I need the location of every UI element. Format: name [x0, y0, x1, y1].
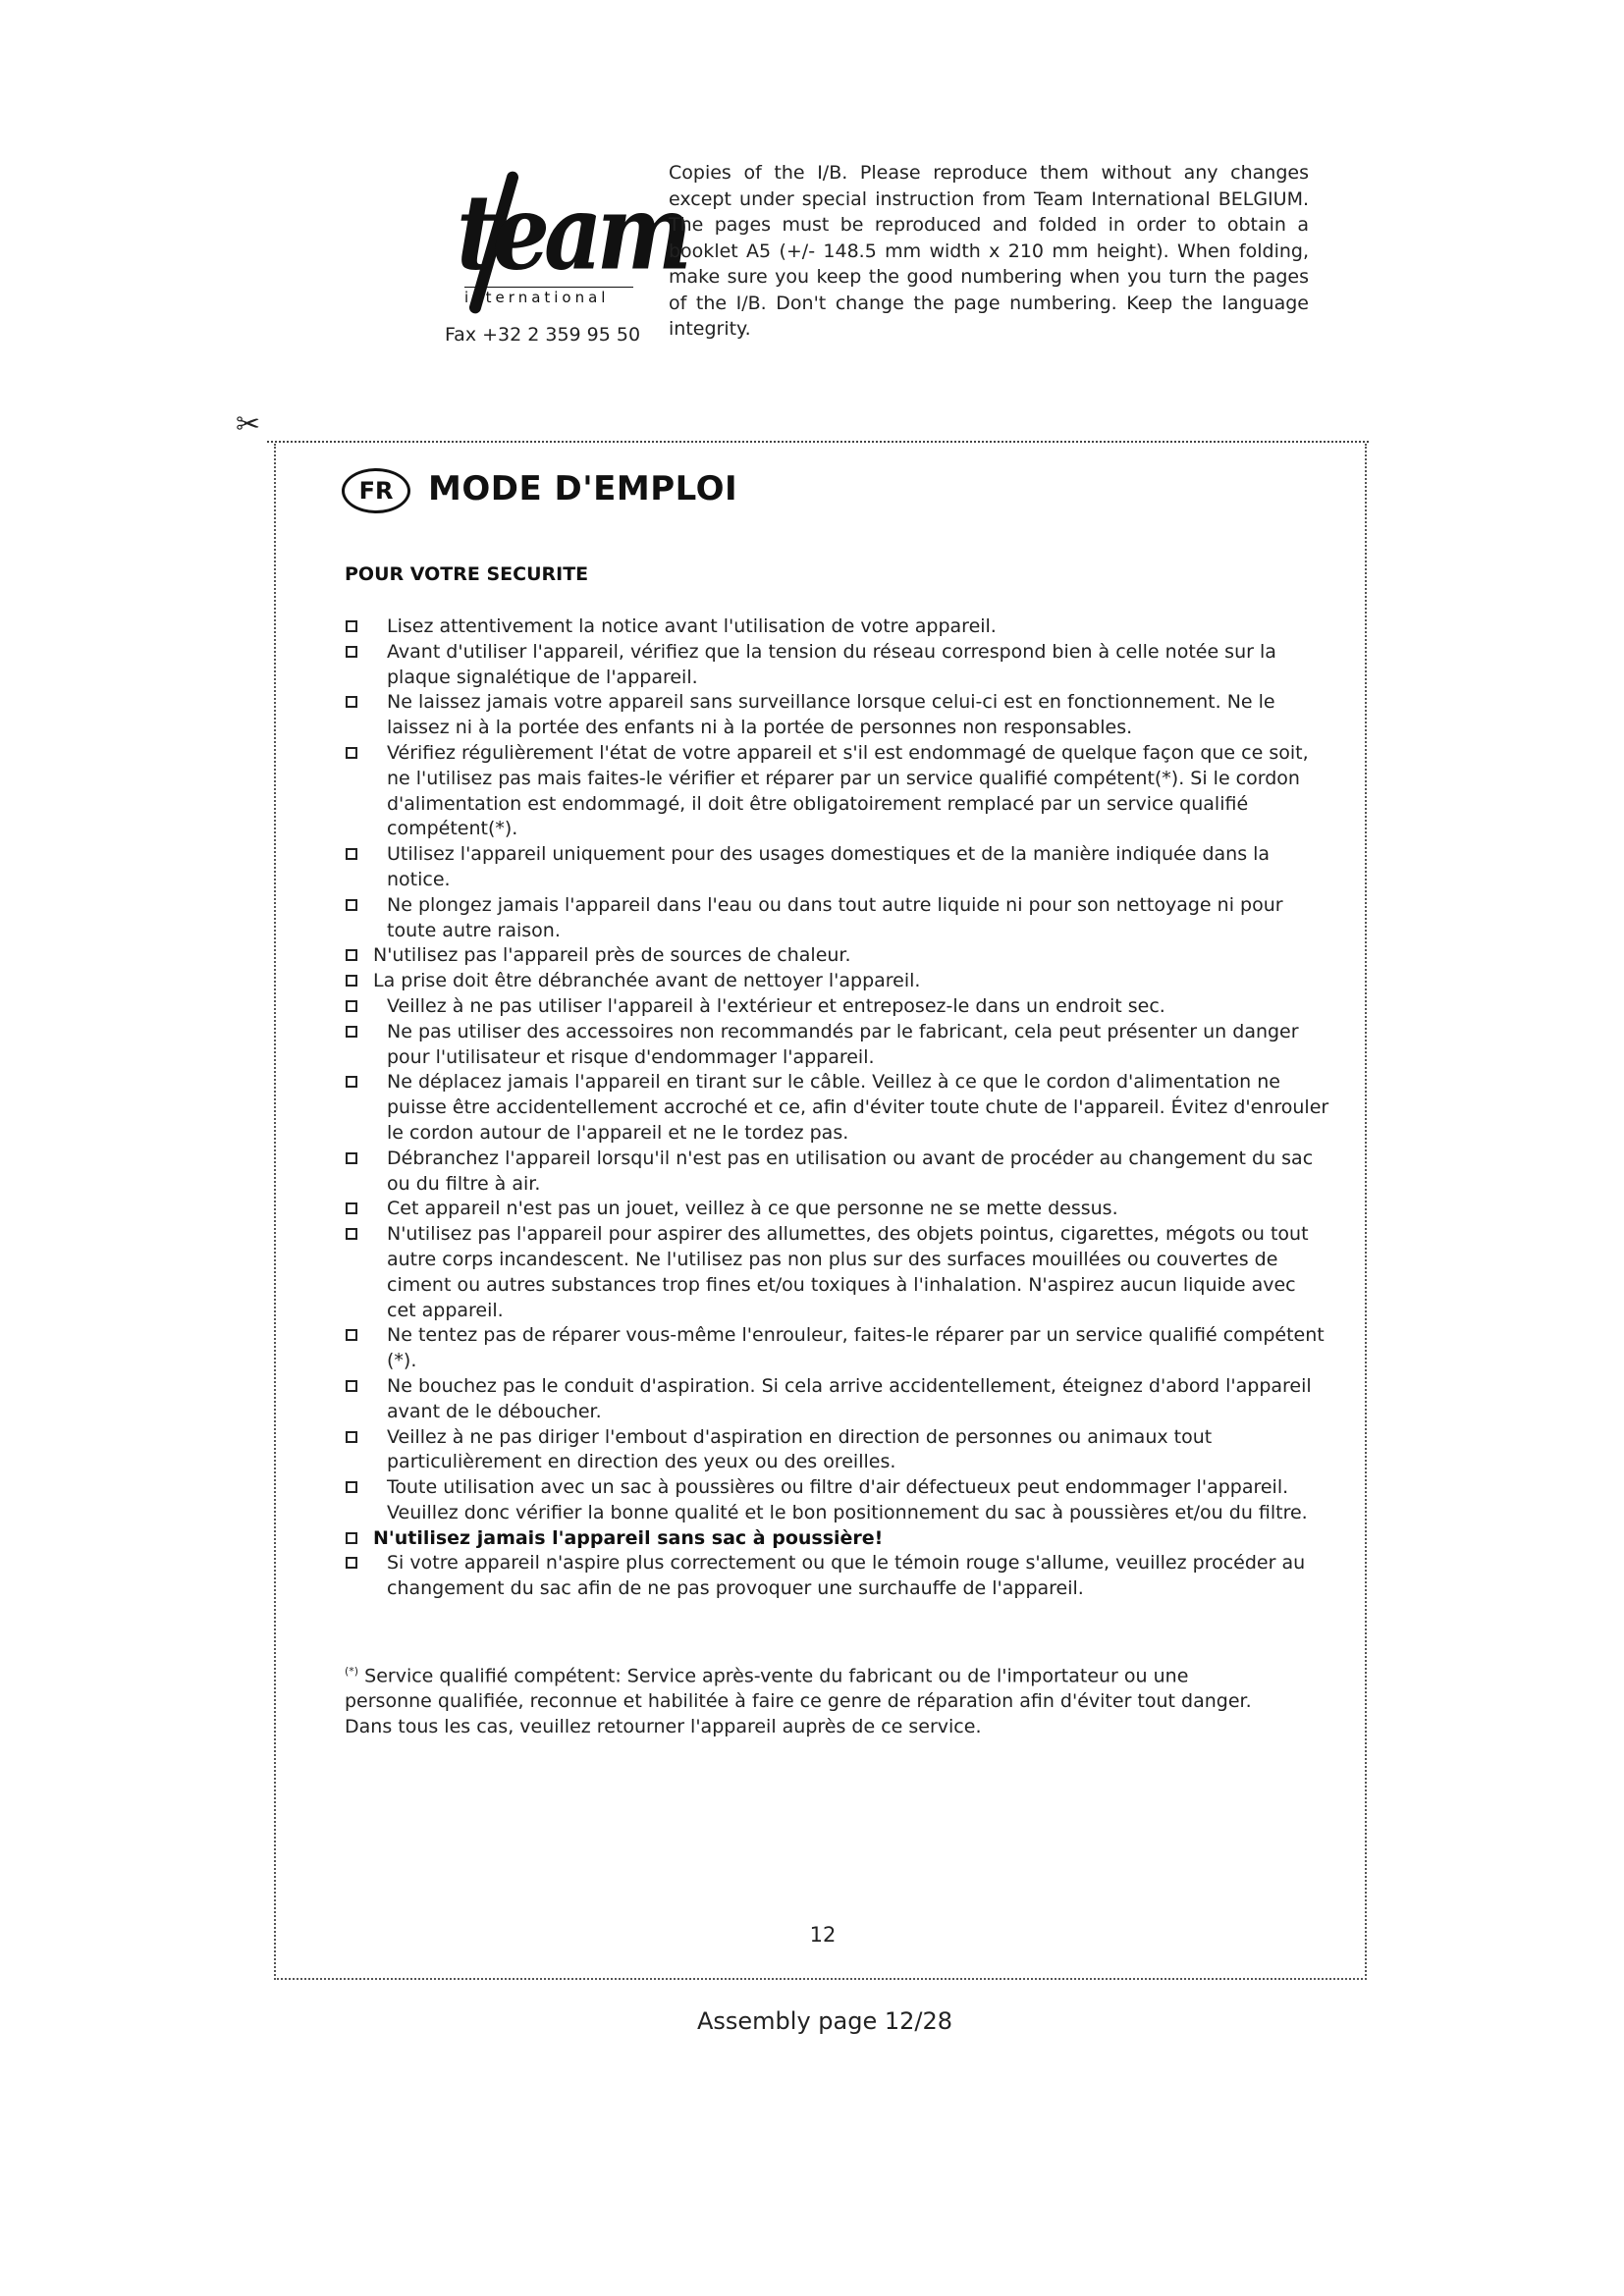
list-item-text: Débranchez l'appareil lorsqu'il n'est pas en utilisation ou avant de procéder au changement du sac ou du filtre à air.	[387, 1147, 1314, 1195]
list-item	[345, 1222, 1330, 1323]
list-item	[345, 1475, 1330, 1526]
checkbox-icon	[346, 1557, 357, 1569]
footnote-text: Service qualifié compétent: Service après-vente du fabricant ou de l'importateur ou une personne qualifiée, reconnue et habilitée à faire ce genre de réparation afin d'éviter tout danger. Dans tous les cas, veuillez retourner l'appareil auprès de ce service.	[345, 1665, 1252, 1738]
checkbox-icon	[346, 1076, 357, 1088]
logo-word: team	[457, 171, 686, 294]
list-item-text: Toute utilisation avec un sac à poussières ou filtre d'air défectueux peut endommager l'appareil. Veuillez donc vérifier la bonne qualité et le bon positionnement du sac à poussières et/ou du filtre.	[387, 1476, 1308, 1523]
fax-number: Fax +32 2 359 95 50	[445, 324, 641, 346]
list-item-text: Cet appareil n'est pas un jouet, veillez à ce que personne ne se mette dessus.	[387, 1198, 1118, 1220]
list-item-text: Veillez à ne pas diriger l'embout d'aspiration en direction de personnes ou animaux tout particulièrement en direction des yeux ou des oreilles.	[387, 1425, 1213, 1473]
checkbox-icon	[346, 1380, 357, 1392]
list-item-text: Ne plongez jamais l'appareil dans l'eau ou dans tout autre liquide ni pour son nettoyage ni pour toute autre raison.	[387, 893, 1283, 941]
list-item	[345, 893, 1330, 944]
footnote-mark: (*)	[345, 1665, 359, 1678]
list-item	[345, 994, 1330, 1020]
list-item-text: La prise doit être débranchée avant de nettoyer l'appareil.	[373, 970, 921, 992]
language-badge: FR	[342, 468, 410, 513]
list-item-text: Ne laissez jamais votre appareil sans surveillance lorsque celui-ci est en fonctionnement. Ne le laissez ni à la portée des enfants ni à la portée de personnes non responsables.	[387, 691, 1275, 739]
checkbox-icon	[346, 1000, 357, 1012]
checkbox-icon	[346, 899, 357, 911]
list-item	[345, 842, 1330, 893]
list-item	[345, 1020, 1330, 1071]
list-item	[345, 614, 1330, 640]
checkbox-icon	[346, 620, 357, 632]
list-item	[345, 1526, 1330, 1552]
checkbox-icon	[346, 975, 357, 987]
section-heading: POUR VOTRE SECURITE	[345, 563, 589, 585]
safety-list	[345, 614, 1330, 1602]
list-item-text: Vérifiez régulièrement l'état de votre appareil et s'il est endommagé de quelque façon que ce soit, ne l'utilisez pas mais faites-le vérifier et réparer par un service qualifié compétent(*). Si le cordon d'alimentation est endommagé, il doit être obligatoirement remplacé par un service qualifié compétent(*).	[387, 741, 1309, 840]
list-item	[345, 1374, 1330, 1425]
checkbox-icon	[346, 1202, 357, 1214]
list-item	[345, 1551, 1330, 1602]
list-item-text: N'utilisez pas l'appareil près de sources de chaleur.	[373, 944, 851, 967]
checkbox-icon	[346, 1481, 357, 1493]
checkbox-icon	[346, 1152, 357, 1164]
list-item-text: Ne bouchez pas le conduit d'aspiration. Si cela arrive accidentellement, éteignez d'abord l'appareil avant de le déboucher.	[387, 1374, 1312, 1422]
list-item-text: N'utilisez jamais l'appareil sans sac à poussière!	[373, 1526, 884, 1549]
page-title: MODE D'EMPLOI	[428, 469, 738, 508]
checkbox-icon	[346, 949, 357, 961]
cut-line	[267, 441, 1369, 443]
list-item-text: Utilisez l'appareil uniquement pour des usages domestiques et de la manière indiquée dans la notice.	[387, 843, 1271, 890]
checkbox-icon	[346, 1431, 357, 1443]
list-item	[345, 1147, 1330, 1198]
checkbox-icon	[346, 1026, 357, 1038]
list-item	[345, 969, 1330, 994]
checkbox-icon	[346, 1532, 357, 1544]
checkbox-icon	[346, 646, 357, 658]
scissors-icon: ✂	[236, 407, 261, 442]
checkbox-icon	[346, 848, 357, 860]
logo-subtitle: international	[464, 287, 633, 307]
list-item	[345, 690, 1330, 741]
list-item-text: Veillez à ne pas utiliser l'appareil à l'extérieur et entreposez-le dans un endroit sec.	[387, 994, 1165, 1017]
list-item-text: Ne pas utiliser des accessoires non recommandés par le fabricant, cela peut présenter un danger pour l'utilisateur et risque d'endommager l'appareil.	[387, 1020, 1299, 1068]
team-logo	[437, 159, 686, 321]
list-item	[345, 1197, 1330, 1222]
list-item-text: N'utilisez pas l'appareil pour aspirer des allumettes, des objets pointus, cigarettes, mégots ou tout autre corps incandescent. Ne l'utilisez pas non plus sur des surfaces mouillées ou couvertes de ciment ou autres substances trop fines et/ou toxiques à l'inhalation. N'aspirez aucun liquide avec cet appareil.	[387, 1223, 1309, 1321]
checkbox-icon	[346, 1228, 357, 1240]
assembly-label: Assembly page 12/28	[696, 2007, 953, 2035]
checkbox-icon	[346, 1329, 357, 1341]
footnote	[345, 1659, 1268, 1739]
checkbox-icon	[346, 747, 357, 759]
list-item	[345, 943, 1330, 969]
reproduction-notice: Copies of the I/B. Please reproduce them without any changes except under special instruction from Team International BELGIUM. The pages must be reproduced and folded in order to obtain a booklet A5 (+/- 148.5 mm width x 210 mm height). When folding, make sure you keep the good numbering when you turn the pages of the I/B. Don't change the page numbering. Keep the language integrity.	[669, 162, 1309, 340]
list-item-text: Lisez attentivement la notice avant l'utilisation de votre appareil.	[387, 615, 997, 637]
list-item	[345, 1425, 1330, 1476]
list-item	[345, 640, 1330, 691]
checkbox-icon	[346, 696, 357, 708]
page-number: 12	[809, 1923, 837, 1947]
list-item-text: Si votre appareil n'aspire plus correctement ou que le témoin rouge s'allume, veuillez procéder au changement du sac afin de ne pas provoquer une surchauffe de l'appareil.	[387, 1552, 1306, 1600]
list-item-text: Avant d'utiliser l'appareil, vérifiez que la tension du réseau correspond bien à celle notée sur la plaque signalétique de l'appareil.	[387, 640, 1276, 688]
list-item	[345, 741, 1330, 842]
list-item-text: Ne tentez pas de réparer vous-même l'enrouleur, faites-le réparer par un service qualifié compétent (*).	[387, 1324, 1325, 1372]
list-item	[345, 1070, 1330, 1146]
list-item	[345, 1323, 1330, 1374]
list-item-text: Ne déplacez jamais l'appareil en tirant sur le câble. Veillez à ce que le cordon d'alimentation ne puisse être accidentellement accroché et ce, afin d'éviter toute chute de l'appareil. Évitez d'enrouler le cordon autour de l'appareil et ne le tordez pas.	[387, 1071, 1329, 1144]
